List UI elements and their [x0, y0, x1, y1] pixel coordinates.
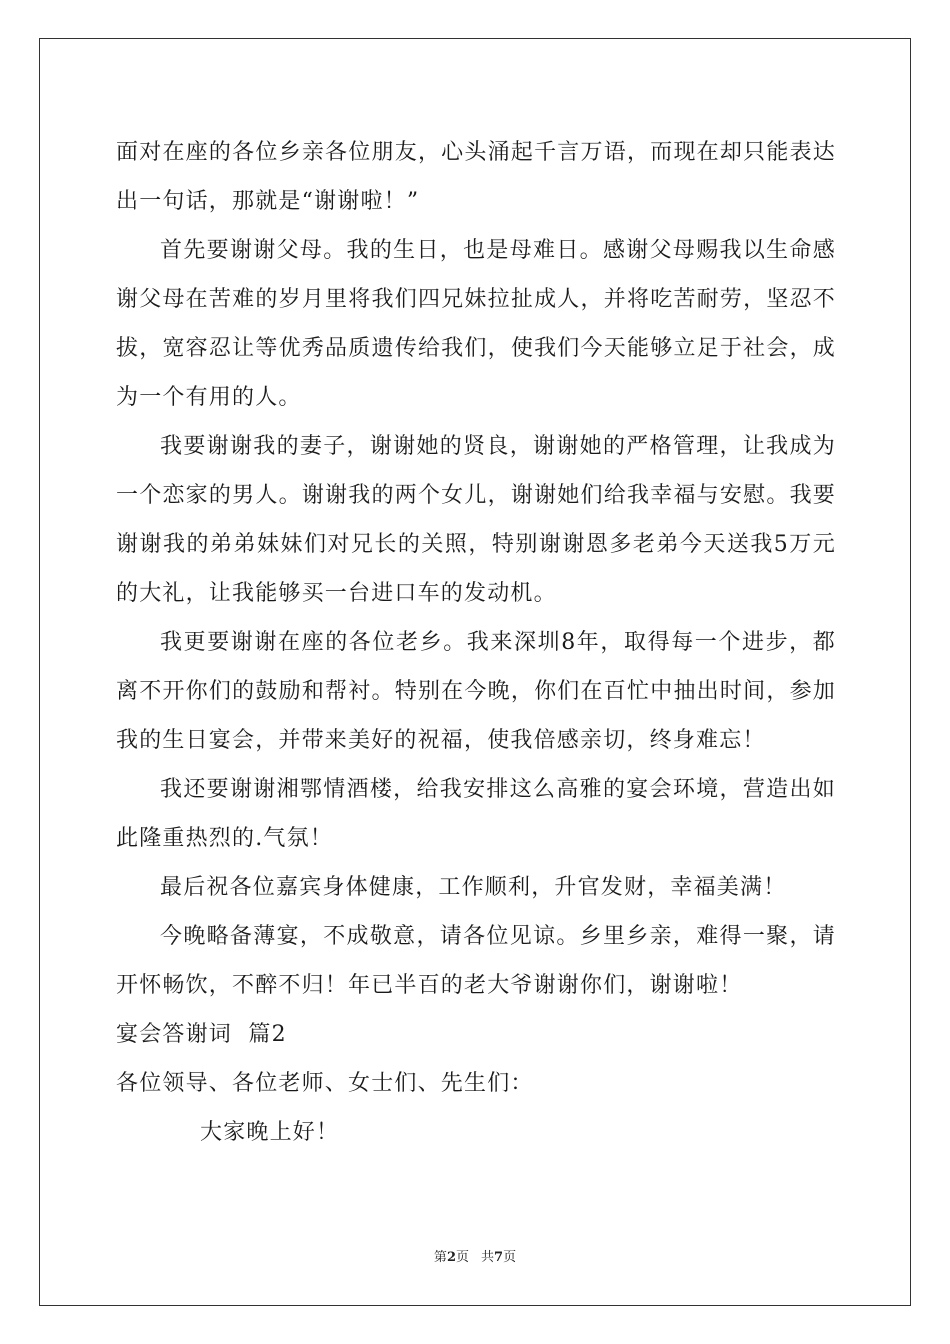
paragraph-thanks-parents: 首先要谢谢父母。我的生日，也是母难日。感谢父母赐我以生命感谢父母在苦难的岁月里将我们四兄妹拉扯成人，并将吃苦耐劳，坚忍不拔，宽容忍让等优秀品质遗传给我们，使我们今天能够立足于社会，成为一个有用的人。	[116, 238, 836, 410]
page-prefix: 第	[433, 1250, 447, 1265]
page-footer	[0, 1246, 950, 1265]
paragraph-thanks-restaurant: 我还要谢谢湘鄂情酒楼，给我安排这么高雅的宴会环境，营造出如此隆重热烈的.气氛！	[116, 777, 836, 851]
total-suffix: 页	[503, 1250, 517, 1265]
section-heading: 宴会答谢词 篇2	[116, 1022, 287, 1047]
total-prefix: 共	[481, 1250, 495, 1265]
document-body	[116, 128, 836, 1157]
page-suffix: 页	[455, 1250, 469, 1265]
paragraph-closing: 今晚略备薄宴，不成敬意，请各位见谅。乡里乡亲，难得一聚，请开怀畅饮，不醉不归！年已半百的老大爷谢谢你们，谢谢啦！	[116, 924, 836, 998]
paragraph-thanks-hometown: 我更要谢谢在座的各位老乡。我来深圳8年，取得每一个进步，都离不开你们的鼓励和帮衬。特别在今晚，你们在百忙中抽出时间，参加我的生日宴会，并带来美好的祝福，使我倍感亲切，终身难忘！	[116, 630, 836, 753]
paragraph-opening: 面对在座的各位乡亲各位朋友，心头涌起千言万语，而现在却只能表达出一句话，那就是“谢谢啦！”	[116, 140, 836, 214]
paragraph-blessing: 最后祝各位嘉宾身体健康，工作顺利，升官发财，幸福美满！	[160, 875, 787, 900]
page-total: 7	[494, 1250, 504, 1265]
paragraph-thanks-family: 我要谢谢我的妻子，谢谢她的贤良，谢谢她的严格管理，让我成为一个恋家的男人。谢谢我的两个女儿，谢谢她们给我幸福与安慰。我要谢谢我的弟弟妹妹们对兄长的关照，特别谢谢恩多老弟今天送我5万元的大礼，让我能够买一台进口车的发动机。	[116, 434, 836, 606]
salutation: 各位领导、各位老师、女士们、先生们：	[116, 1071, 534, 1096]
page-current: 2	[446, 1250, 456, 1265]
greeting: 大家晚上好！	[200, 1120, 340, 1145]
